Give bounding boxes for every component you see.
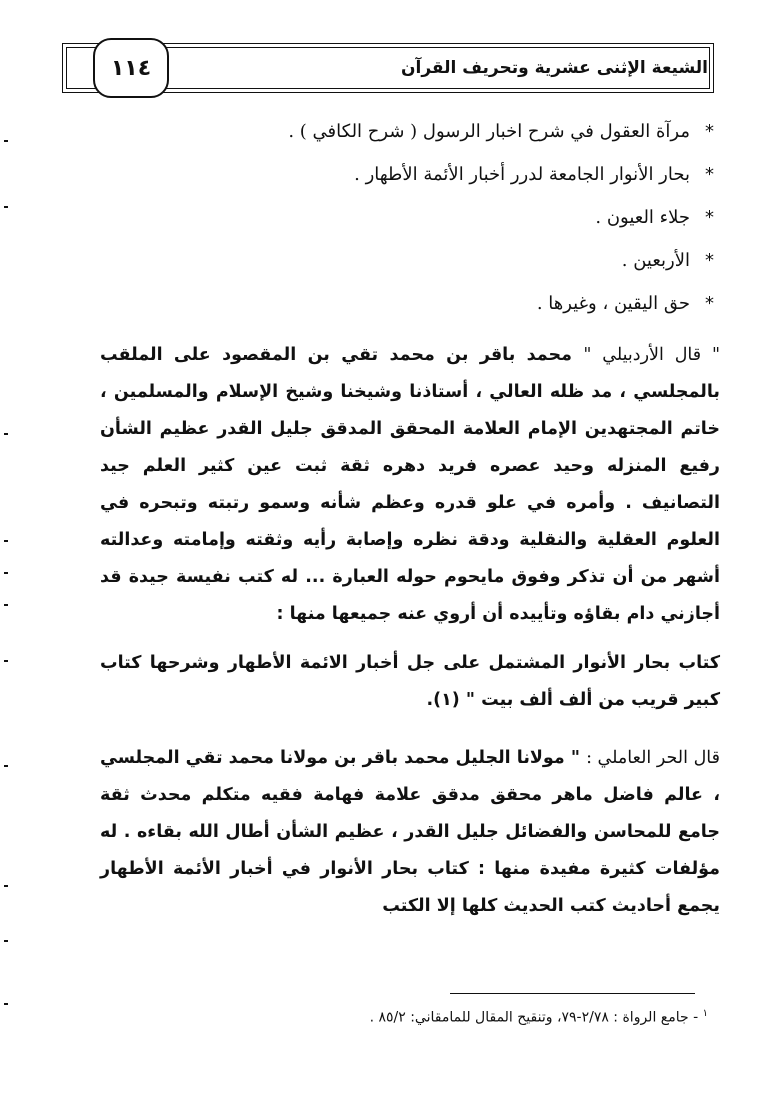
list-item <box>100 239 720 282</box>
paragraph-body: كتاب بحار الأنوار المشتمل على جل أخبار الائمة الأطهار وشرحها كتاب كبير قريب من ألف ألف بيت " (١). <box>100 653 720 710</box>
list-item-text: بحار الأنوار الجامعة لدرر أخبار الأئمة الأطهار . <box>354 164 690 185</box>
book-list <box>100 110 720 325</box>
list-item <box>100 196 720 239</box>
paragraph-body: محمد باقر بن محمد تقي بن المقصود على الملقب بالمجلسي ، مد ظله العالي ، أستاذنا وشيخنا وشيخ الإسلام والمسلمين ، خاتم المجتهدين الإمام العلامة المحقق المدقق جليل القدر عظيم الشأن رفيع المنزله وحيد عصره فريد دهره ثقة ثبت عين كثير العلم جيد التصانيف . وأمره في علو قدره وعظم شأنه وسمو رتبته وتبحره في العلوم العقلية والنقلية ودقة نظره وإصابة رأيه وثقته وإمامته وعدالته أشهر من أن تذكر وفوق مايحوم حوله العبارة ... له كتب نفيسة جيدة قد أجازني دام بقاؤه وتأييده أن أروي عنه جميعها منها : <box>100 345 720 624</box>
scan-mark <box>4 940 8 942</box>
scan-mark <box>4 572 8 574</box>
scan-mark <box>4 765 8 767</box>
running-header-title: الشيعة الإثنى عشرية وتحريف القرآن <box>401 58 708 78</box>
footnote-separator <box>450 993 695 994</box>
quote-paragraph-bihar <box>100 645 720 719</box>
asterisk-icon: * <box>705 207 714 228</box>
quote-paragraph-ardabili <box>100 337 720 633</box>
list-item <box>100 282 720 325</box>
list-item <box>100 153 720 196</box>
paragraph-body: " مولانا الجليل محمد باقر بن مولانا محمد تقي المجلسي ، عالم فاضل ماهر محقق مدقق علامة فهامة فقيه متكلم محدث ثقة جامع للمحاسن والفضائل جليل القدر ، عظيم الشأن أطال الله بقاءه . له مؤلفات كثيرة مفيدة منها : كتاب بحار الأنوار في أخبار الأئمة الأطهار يجمع أحاديث كتب الحديث كلها إلا الكتب <box>100 748 720 916</box>
footnote-text: - جامع الرواة : ٢/٧٨-٧٩، وتنقيح المقال للمامقاني: ٨٥/٢ . <box>369 1009 699 1026</box>
paragraph-lead: قال الحر العاملي : <box>586 748 720 768</box>
asterisk-icon: * <box>705 121 714 142</box>
scan-mark <box>4 885 8 887</box>
scan-mark <box>4 604 8 606</box>
scan-mark <box>4 206 8 208</box>
list-item-text: جلاء العيون . <box>595 207 690 228</box>
scan-mark <box>4 540 8 542</box>
page-number: ١١٤ <box>93 38 169 98</box>
asterisk-icon: * <box>705 293 714 314</box>
list-item <box>100 110 720 153</box>
scan-mark <box>4 660 8 662</box>
list-item-text: الأربعين . <box>621 250 690 271</box>
asterisk-icon: * <box>705 164 714 185</box>
scan-mark <box>4 140 8 142</box>
quote-paragraph-hurr-amili <box>100 740 720 925</box>
footnote-marker: ١ <box>702 1008 708 1019</box>
scan-mark <box>4 433 8 435</box>
scan-mark <box>4 1003 8 1005</box>
paragraph-lead: " قال الأردبيلي " <box>583 345 721 365</box>
list-item-text: حق اليقين ، وغيرها . <box>536 293 690 314</box>
asterisk-icon: * <box>705 250 714 271</box>
list-item-text: مرآة العقول في شرح اخبار الرسول ( شرح الكافي ) . <box>288 121 690 142</box>
footnote <box>370 1008 708 1026</box>
